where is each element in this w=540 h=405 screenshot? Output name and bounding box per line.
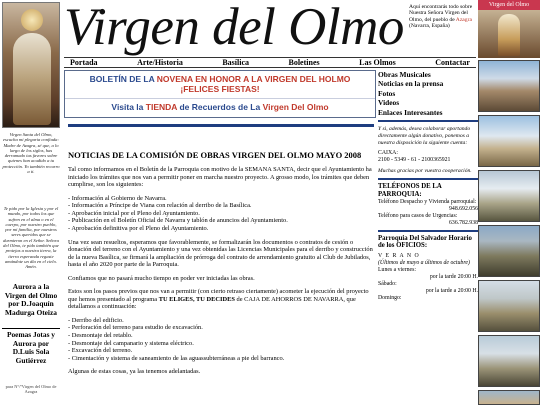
sidebar-divider bbox=[378, 120, 478, 122]
donation-text: Y si, además, desea colaborar aportando directamente algún donativo, ponemos a nuestra disposición la siguiente cuenta: bbox=[378, 126, 471, 146]
photo-village-3[interactable] bbox=[478, 170, 540, 222]
list-item: - Publicación en el Boletín Oficial de Navarra y tablón de anuncios del Ayuntamiento. bbox=[68, 217, 288, 225]
list-item: - Desmontaje del retablo. bbox=[68, 332, 133, 340]
nav-portada[interactable]: Portada bbox=[70, 58, 98, 67]
article-paragraph-5: Algunas de estas cosas, ya las tenemos adelantadas. bbox=[68, 368, 201, 376]
caixa-account: 2100 - 5349 - 61 - 2100365921 bbox=[378, 157, 451, 164]
phones-line-2: Teléfono para casos de Urgencias: bbox=[378, 212, 458, 219]
link-enlaces[interactable]: Enlaces Interesantes bbox=[378, 107, 443, 117]
p4-text: Estos son los pasos previos que nos van a permitir (con cierto retraso ciertamente) acometer la ejecución del proyecto que hemos presentado al programa bbox=[68, 288, 369, 303]
list-item: - Información a Príncipe de Viana con relación al derribo de la Basílica. bbox=[68, 202, 252, 210]
list-item: - Aprobación definitiva por el Pleno del Ayuntamiento. bbox=[68, 225, 209, 233]
intro-text: Aquí encontrarás todo sobre Nuestra Señora Virgen del Olmo, del pueblo de bbox=[409, 4, 473, 23]
sidebar-links bbox=[378, 70, 478, 117]
nav-basilica[interactable]: Basílica bbox=[222, 58, 249, 67]
list-item: - Perforación del terreno para estudio de excavación. bbox=[68, 324, 203, 332]
left-sidebar bbox=[0, 0, 62, 405]
link-fotos[interactable]: Fotos bbox=[378, 88, 396, 98]
link-videos[interactable]: Videos bbox=[378, 98, 400, 108]
article-list-2 bbox=[68, 317, 374, 362]
p4-program: TU ELIGES, TU DECIDES bbox=[158, 295, 235, 303]
article-paragraph-4 bbox=[68, 288, 374, 311]
region-text: (Navarra, España) bbox=[409, 23, 450, 30]
phone-number-2: 636.782.938 bbox=[449, 219, 478, 226]
town-link[interactable]: Azagra bbox=[455, 16, 472, 23]
list-item: - Derribo del edificio. bbox=[68, 316, 124, 324]
list-item: - Información al Gobierno de Navarra. bbox=[68, 194, 167, 202]
photo-village-7[interactable] bbox=[478, 390, 540, 405]
robe-figure bbox=[13, 33, 51, 125]
poemas-link[interactable]: Poemas Jotas y Aurora por D.Luis Sola Gutiérrez bbox=[2, 328, 60, 365]
virgin-statue-image bbox=[2, 2, 60, 128]
thanks-text: Muchas gracias por vuestra cooperación. bbox=[378, 168, 472, 175]
poemas-subtitle: para N°/ºVirgen del Olmo de Azagra bbox=[5, 384, 57, 394]
list-item: - Aprobación inicial por el Pleno del Ayuntamiento. bbox=[68, 209, 200, 217]
main-nav bbox=[64, 57, 476, 68]
saturday-label: Sábado: bbox=[378, 280, 397, 287]
photo-village-2[interactable] bbox=[478, 115, 540, 167]
header-intro bbox=[409, 4, 475, 30]
tienda-virgen: Virgen Del Olmo bbox=[262, 102, 329, 112]
halo-icon bbox=[21, 9, 43, 31]
section-divider bbox=[68, 124, 374, 127]
list-item: - Excavación del terreno. bbox=[68, 347, 133, 355]
nav-arte-historia[interactable]: Arte/Historia bbox=[137, 58, 183, 67]
tienda-text-c: de Recuerdos de La bbox=[177, 102, 263, 112]
article-paragraph-2: Una vez sean resueltos, esperamos que favorablemente, se formalizarán los documentos o contratos de cesión o donación del terreno con el Ayuntamiento y una vez obtenidas las Licencias Municipales para el derribo y construcción de la nueva Basílica, se firmará la ampliación de prórroga del contrato de arrendamiento gratuito al Club de Jubilados, hasta el año 2020 por parte de la Parroquia. bbox=[68, 238, 373, 269]
nav-boletines[interactable]: Boletines bbox=[288, 58, 320, 67]
tienda-word: TIENDA bbox=[145, 102, 178, 112]
article-list-1 bbox=[68, 195, 374, 233]
article-paragraph-1: Tal como informamos en el Boletín de la Parroquia con motivo de la SEMANA SANTA, decir que el Ayuntamiento ha iniciado los trámites que nos van a permitir poner en marcha nuestro proyecto. A grosso modo, los trámites que deben cumplirse, son los siguientes: bbox=[68, 166, 372, 189]
right-sidebar bbox=[378, 70, 478, 302]
weekdays-label: Lunes a viernes: bbox=[378, 267, 416, 274]
prayer-text-1: Virgen Santa del Olmo, escucha mi plegaria confiada: Madre de Azagra, sé que, a lo largo de los siglos, has derramado tus favores sobre quienes han acudido a tu protección. Yo también recurro a ti. bbox=[2, 132, 60, 174]
virgin-figure-icon bbox=[498, 14, 520, 56]
link-noticias-prensa[interactable]: Noticias en la prensa bbox=[378, 79, 444, 89]
sunday-label: Domingo: bbox=[378, 294, 402, 301]
photo-village-4[interactable] bbox=[478, 225, 540, 277]
photo-village-5[interactable] bbox=[478, 280, 540, 332]
phones-title: TELÉFONOS DE LA PARROQUIA: bbox=[378, 183, 442, 198]
tienda-link[interactable] bbox=[65, 98, 375, 112]
p4-text-end: de CAJA DE AHORROS DE NAVARRA, que detallamos a continuación: bbox=[68, 295, 356, 311]
season-label: V E R A N O bbox=[378, 253, 420, 260]
phones-line-1: Teléfono Despacho y Vivienda parroquial: bbox=[378, 198, 477, 205]
prayer-text-2: Te pido por la Iglesia y por el mundo, por todos los que sufren en el alma o en el cuerpo, por nuestro pueblo, por mi familia, por nuestros seres queridos que se durmieron en el Señor. Señora del Olmo, te pido también que protejas a nuestra tierra, la tierra esperanda regaste amándote un día en el cielo. Amén. bbox=[3, 206, 59, 270]
article-paragraph-3: Confiamos que no pasará mucho tiempo en poder ver iniciadas las obras. bbox=[68, 274, 255, 282]
header-virgin-photo bbox=[478, 0, 540, 58]
news-article bbox=[68, 150, 374, 382]
phone-number-1: 948.692.056 bbox=[449, 205, 478, 212]
list-item: - Desmontaje del campanario y sistema eléctrico. bbox=[68, 339, 194, 347]
banner-fiestas: ¡FELICES FIESTAS! bbox=[180, 84, 260, 95]
announcement-banner bbox=[64, 70, 376, 118]
link-obras-musicales[interactable]: Obras Musicales bbox=[378, 70, 431, 79]
site-title: Virgen del Olmo bbox=[64, 0, 404, 56]
sidebar-divider bbox=[378, 178, 478, 180]
sidebar-divider bbox=[378, 230, 478, 232]
saturday-time: por la tarde a 20:00 H. bbox=[425, 287, 478, 294]
photo-village-1[interactable] bbox=[478, 60, 540, 112]
season-note: (Últimos de mayo a últimos de octubre) bbox=[378, 260, 470, 267]
nav-contactar[interactable]: Contactar bbox=[435, 58, 470, 67]
banner-novena: NOVENA EN HONOR A LA VIRGEN DEL HOLMO bbox=[156, 74, 351, 84]
list-item: - Cimentación y sistema de saneamiento de las aguassubterráneas a pie del barranco. bbox=[68, 354, 285, 362]
nav-las-olmos[interactable]: Las Olmos bbox=[359, 58, 396, 67]
boletin-link[interactable] bbox=[65, 74, 375, 94]
header-photo-caption: Virgen del Olmo bbox=[478, 0, 540, 10]
weekdays-time: por la tarde 20:00 H. bbox=[429, 273, 478, 280]
parish-title: Parroquia Del Salvador Horario de los OFICIOS: bbox=[378, 234, 472, 250]
article-title: NOTICIAS DE LA COMISIÓN DE OBRAS VIRGEN DEL OLMO MAYO 2008 bbox=[68, 150, 362, 160]
banner-text: BOLETÍN DE LA bbox=[89, 74, 157, 84]
aurora-link[interactable]: Aurora a la Virgen del Olmo por D.Joaquín Madurga Oteiza bbox=[4, 282, 58, 317]
caixa-label: CAIXA: bbox=[378, 150, 398, 157]
tienda-text-a: Visita la bbox=[111, 102, 146, 112]
photo-village-6[interactable] bbox=[478, 335, 540, 387]
